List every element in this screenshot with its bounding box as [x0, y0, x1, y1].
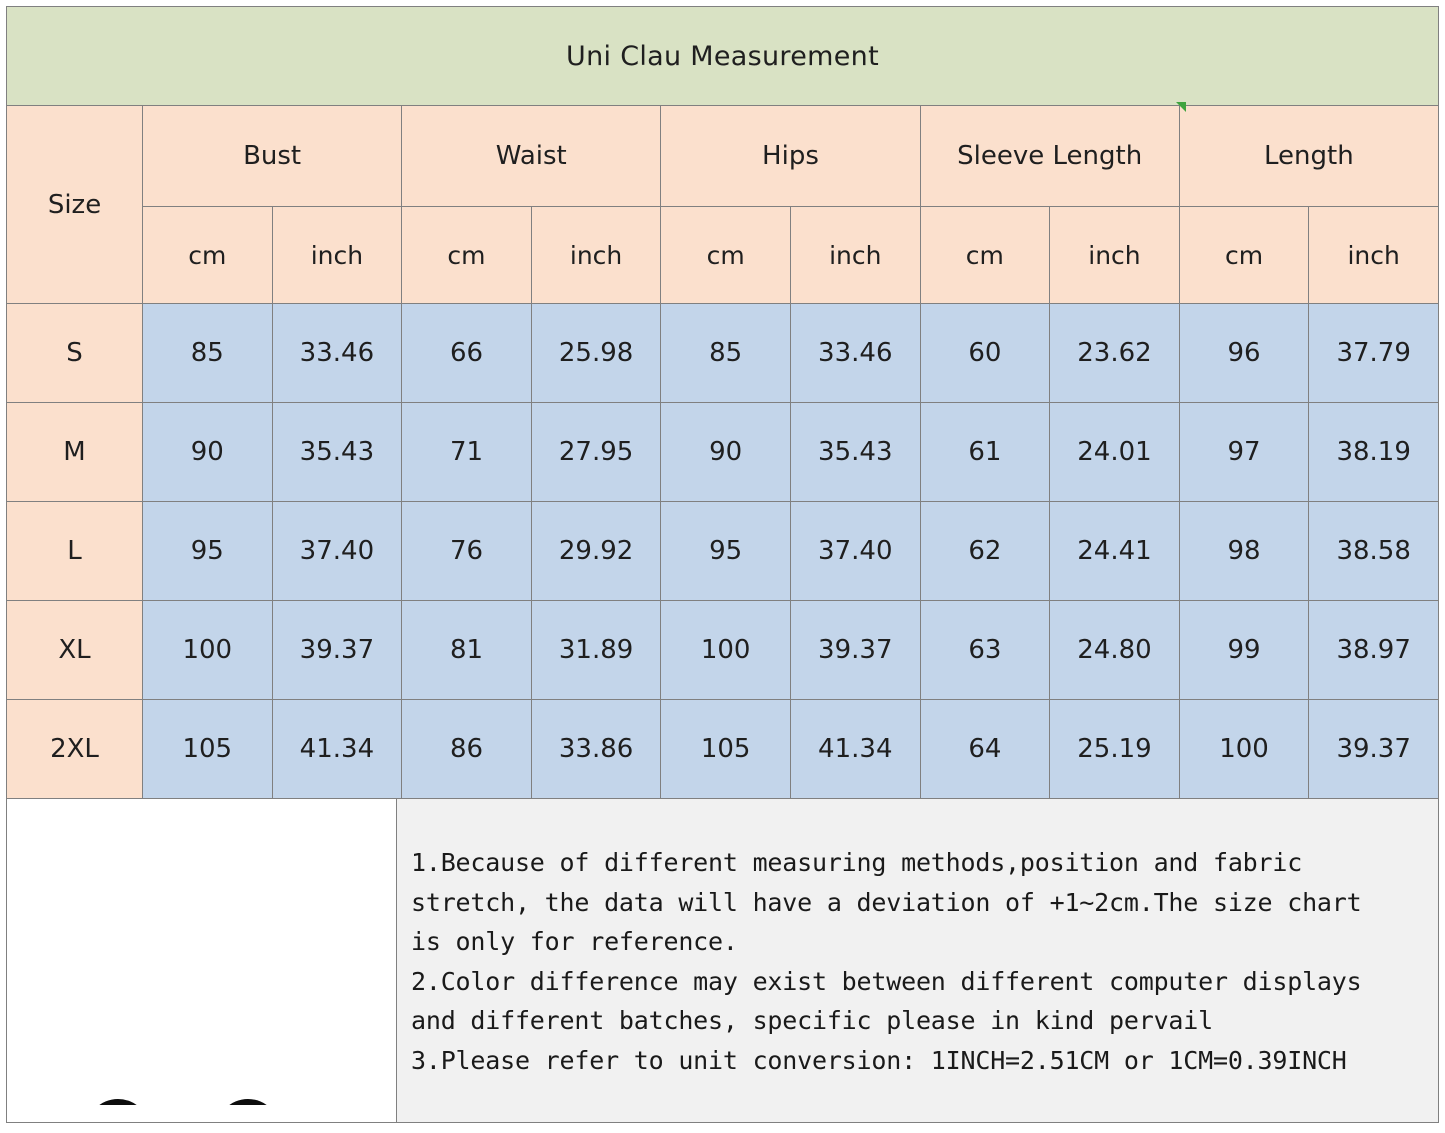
notes-panel [397, 799, 1439, 1123]
cell-bust-cm: 85 [143, 304, 273, 403]
cell-hips-inch: 35.43 [790, 403, 920, 502]
table-row [7, 403, 1439, 502]
cell-waist-inch: 27.95 [531, 403, 661, 502]
product-photo [6, 799, 397, 1123]
cell-hips-cm: 95 [661, 502, 791, 601]
cell-length-inch: 38.58 [1309, 502, 1439, 601]
cell-sleeve-inch: 23.62 [1050, 304, 1180, 403]
header-unit-hips-inch: inch [790, 207, 920, 304]
cell-bust-inch: 33.46 [272, 304, 402, 403]
header-group-hips: Hips [661, 106, 920, 207]
hair-shape [86, 1099, 150, 1105]
header-unit-waist-cm: cm [402, 207, 532, 304]
cell-bust-cm: 95 [143, 502, 273, 601]
cell-length-inch: 37.79 [1309, 304, 1439, 403]
cell-sleeve-inch: 24.01 [1050, 403, 1180, 502]
cell-hips-cm: 90 [661, 403, 791, 502]
dress-illustration [52, 817, 352, 1105]
cell-sleeve-inch: 24.80 [1050, 601, 1180, 700]
note-line-5: and different batches, specific please in kind pervail [411, 1006, 1213, 1035]
note-line-4: 2.Color difference may exist between different computer displays [411, 966, 1362, 996]
table-row [7, 601, 1439, 700]
table-row [7, 502, 1439, 601]
hair-shape [216, 1099, 280, 1105]
cell-length-cm: 99 [1179, 601, 1309, 700]
table-header-unit-row [7, 207, 1439, 304]
cell-waist-inch: 25.98 [531, 304, 661, 403]
cell-length-cm: 96 [1179, 304, 1309, 403]
cell-hips-inch: 41.34 [790, 700, 920, 799]
header-size: Size [7, 106, 143, 304]
table-row [7, 304, 1439, 403]
cell-sleeve-cm: 64 [920, 700, 1050, 799]
header-group-length: Length [1179, 106, 1438, 207]
row-size-label: S [7, 304, 143, 403]
cell-waist-inch: 33.86 [531, 700, 661, 799]
cell-waist-inch: 31.89 [531, 601, 661, 700]
cell-hips-cm: 85 [661, 304, 791, 403]
header-unit-length-inch: inch [1309, 207, 1439, 304]
cell-waist-cm: 76 [402, 502, 532, 601]
cell-waist-cm: 66 [402, 304, 532, 403]
cell-bust-cm: 90 [143, 403, 273, 502]
header-group-bust: Bust [143, 106, 402, 207]
header-unit-bust-cm: cm [143, 207, 273, 304]
green-corner-marker-icon [1176, 102, 1186, 112]
cell-sleeve-cm: 61 [920, 403, 1050, 502]
cell-sleeve-cm: 60 [920, 304, 1050, 403]
row-size-label: XL [7, 601, 143, 700]
cell-hips-inch: 39.37 [790, 601, 920, 700]
cell-sleeve-cm: 63 [920, 601, 1050, 700]
cell-length-inch: 38.97 [1309, 601, 1439, 700]
cell-waist-cm: 81 [402, 601, 532, 700]
table-row [7, 700, 1439, 799]
cell-waist-cm: 86 [402, 700, 532, 799]
cell-sleeve-inch: 24.41 [1050, 502, 1180, 601]
bottom-section [6, 799, 1439, 1123]
header-unit-hips-cm: cm [661, 207, 791, 304]
row-size-label: 2XL [7, 700, 143, 799]
cell-waist-cm: 71 [402, 403, 532, 502]
cell-hips-cm: 105 [661, 700, 791, 799]
cell-bust-inch: 35.43 [272, 403, 402, 502]
row-size-label: L [7, 502, 143, 601]
header-unit-length-cm: cm [1179, 207, 1309, 304]
cell-length-inch: 39.37 [1309, 700, 1439, 799]
note-line-1: 1.Because of different measuring methods,position and fabric [411, 848, 1303, 877]
cell-sleeve-cm: 62 [920, 502, 1050, 601]
cell-length-cm: 100 [1179, 700, 1309, 799]
note-line-2: stretch, the data will have a deviation of +1~2cm.The size chart [411, 887, 1362, 917]
header-unit-sleeve-inch: inch [1050, 207, 1180, 304]
cell-bust-cm: 105 [143, 700, 273, 799]
note-line-6: 3.Please refer to unit conversion: 1INCH=2.51CM or 1CM=0.39INCH [411, 1045, 1347, 1075]
cell-hips-inch: 33.46 [790, 304, 920, 403]
cell-hips-inch: 37.40 [790, 502, 920, 601]
cell-length-cm: 98 [1179, 502, 1309, 601]
cell-bust-inch: 37.40 [272, 502, 402, 601]
table-title-row [7, 7, 1439, 106]
header-unit-bust-inch: inch [272, 207, 402, 304]
row-size-label: M [7, 403, 143, 502]
cell-waist-inch: 29.92 [531, 502, 661, 601]
note-line-3: is only for reference. [411, 927, 738, 956]
cell-hips-cm: 100 [661, 601, 791, 700]
header-unit-sleeve-cm: cm [920, 207, 1050, 304]
cell-bust-cm: 100 [143, 601, 273, 700]
header-unit-waist-inch: inch [531, 207, 661, 304]
cell-bust-inch: 39.37 [272, 601, 402, 700]
cell-bust-inch: 41.34 [272, 700, 402, 799]
header-group-waist: Waist [402, 106, 661, 207]
table-header-group-row [7, 106, 1439, 207]
cell-length-inch: 38.19 [1309, 403, 1439, 502]
cell-length-cm: 97 [1179, 403, 1309, 502]
measurement-table [6, 6, 1439, 799]
header-group-sleeve-length: Sleeve Length [920, 106, 1179, 207]
chart-title: Uni Clau Measurement [7, 7, 1439, 106]
cell-sleeve-inch: 25.19 [1050, 700, 1180, 799]
